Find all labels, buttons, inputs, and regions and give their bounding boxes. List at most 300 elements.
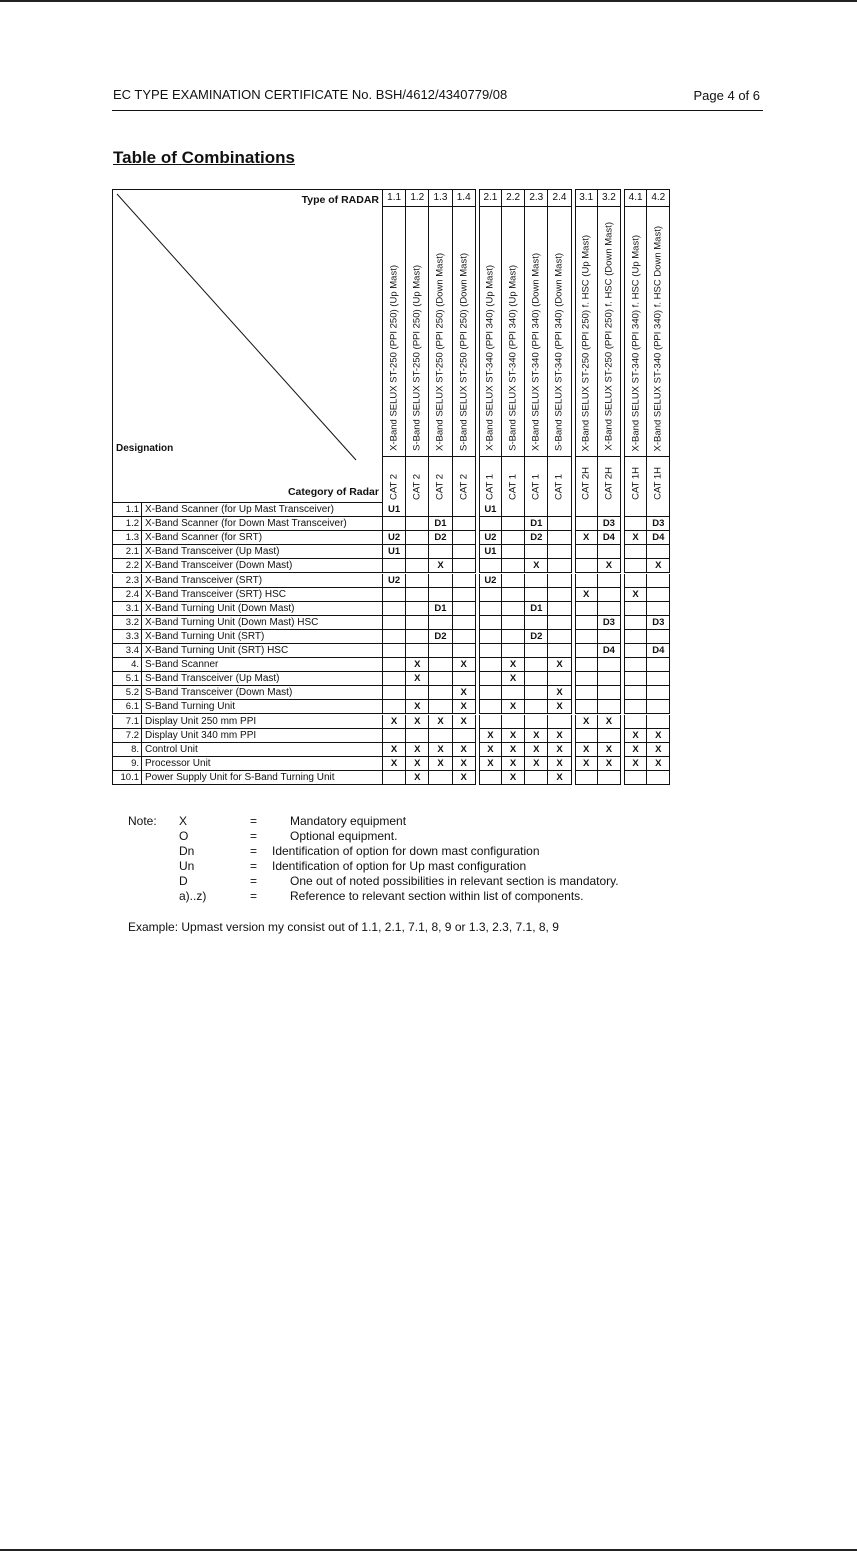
- table-cell: X: [647, 743, 670, 757]
- column-category: CAT 1: [484, 473, 496, 500]
- table-corner-cell: [112, 189, 383, 503]
- table-cell: [624, 715, 647, 729]
- table-cell: [548, 574, 571, 588]
- notes-label: Note:: [128, 814, 157, 828]
- table-cell: [429, 616, 452, 630]
- table-cell: X: [406, 658, 429, 672]
- row-number: 2.4: [112, 588, 142, 602]
- row-label: X-Band Transceiver (Up Mast): [142, 545, 383, 559]
- table-cell: [647, 503, 670, 517]
- corner-diagonal: [113, 190, 382, 502]
- table-cell: [383, 559, 406, 573]
- table-cell: X: [575, 757, 598, 771]
- table-cell: X: [624, 729, 647, 743]
- category-divider: [647, 456, 669, 457]
- certificate-header: EC TYPE EXAMINATION CERTIFICATE No. BSH/4612/4340779/08: [113, 87, 508, 102]
- table-cell: [429, 700, 452, 714]
- table-cell: X: [453, 686, 476, 700]
- table-cell: [479, 715, 502, 729]
- table-cell: [525, 616, 548, 630]
- table-cell: [647, 602, 670, 616]
- table-cell: X: [502, 729, 525, 743]
- table-cell: [406, 630, 429, 644]
- table-cell: X: [548, 771, 571, 785]
- table-cell: [575, 672, 598, 686]
- row-label: X-Band Scanner (for Down Mast Transceiver): [142, 517, 383, 531]
- table-cell: D3: [647, 517, 670, 531]
- column-number: 3.2: [598, 190, 620, 207]
- column-header-1-2: [406, 189, 429, 503]
- table-cell: [598, 545, 621, 559]
- category-divider: [548, 456, 570, 457]
- table-cell: [624, 686, 647, 700]
- table-cell: [548, 616, 571, 630]
- table-cell: X: [406, 757, 429, 771]
- table-cell: [647, 574, 670, 588]
- table-cell: [383, 616, 406, 630]
- column-radar-name: S-Band SELUX ST-250 (PPI 250) (Down Mast): [458, 253, 470, 451]
- table-cell: [453, 729, 476, 743]
- table-cell: X: [548, 686, 571, 700]
- table-cell: [479, 559, 502, 573]
- table-cell: X: [598, 715, 621, 729]
- table-cell: [575, 729, 598, 743]
- column-header-4-2: [647, 189, 670, 503]
- table-cell: [383, 700, 406, 714]
- column-header-3-1: [575, 189, 598, 503]
- table-cell: [479, 771, 502, 785]
- row-number: 8.: [112, 743, 142, 757]
- table-cell: [383, 517, 406, 531]
- table-cell: [453, 574, 476, 588]
- table-cell: D4: [647, 644, 670, 658]
- table-cell: [406, 729, 429, 743]
- table-cell: [624, 517, 647, 531]
- table-cell: [575, 503, 598, 517]
- table-cell: [429, 771, 452, 785]
- table-cell: [479, 700, 502, 714]
- row-label: S-Band Scanner: [142, 658, 383, 672]
- table-cell: X: [453, 715, 476, 729]
- category-divider: [576, 456, 597, 457]
- table-cell: [548, 545, 571, 559]
- table-cell: [624, 771, 647, 785]
- table-cell: U1: [383, 503, 406, 517]
- table-cell: [624, 672, 647, 686]
- table-cell: [575, 644, 598, 658]
- column-number: 2.1: [480, 190, 501, 207]
- table-cell: [502, 531, 525, 545]
- category-divider: [429, 456, 451, 457]
- table-cell: X: [548, 729, 571, 743]
- table-cell: D3: [598, 616, 621, 630]
- note-symbol: O: [179, 829, 189, 843]
- table-cell: [502, 588, 525, 602]
- column-category: CAT 2H: [580, 467, 592, 500]
- table-cell: [647, 545, 670, 559]
- table-cell: [548, 559, 571, 573]
- table-cell: [502, 559, 525, 573]
- category-divider: [502, 456, 524, 457]
- table-cell: [479, 602, 502, 616]
- table-cell: [624, 700, 647, 714]
- table-cell: X: [575, 715, 598, 729]
- table-cell: [647, 588, 670, 602]
- designation-label: Designation: [116, 443, 174, 454]
- row-number: 2.2: [112, 559, 142, 573]
- row-number: 3.4: [112, 644, 142, 658]
- table-cell: [598, 700, 621, 714]
- table-cell: [575, 771, 598, 785]
- table-cell: X: [502, 658, 525, 672]
- table-cell: X: [624, 743, 647, 757]
- table-cell: [525, 686, 548, 700]
- table-cell: X: [598, 559, 621, 573]
- row-label: Display Unit 340 mm PPI: [142, 729, 383, 743]
- table-cell: [453, 531, 476, 545]
- category-of-radar-label: Category of Radar: [287, 486, 379, 498]
- table-cell: [598, 588, 621, 602]
- category-divider: [598, 456, 620, 457]
- table-cell: [383, 729, 406, 743]
- row-number: 4.: [112, 658, 142, 672]
- table-cell: D2: [429, 630, 452, 644]
- row-label: S-Band Transceiver (Up Mast): [142, 672, 383, 686]
- table-cell: [598, 729, 621, 743]
- note-text: Mandatory equipment: [290, 814, 407, 828]
- table-cell: [624, 503, 647, 517]
- table-cell: D1: [525, 517, 548, 531]
- column-category: CAT 2: [434, 473, 446, 500]
- row-label: S-Band Transceiver (Down Mast): [142, 686, 383, 700]
- row-number: 5.2: [112, 686, 142, 700]
- table-cell: [383, 658, 406, 672]
- column-header-2-3: [525, 189, 548, 503]
- table-cell: U1: [383, 545, 406, 559]
- table-cell: [406, 517, 429, 531]
- column-radar-name: X-Band SELUX ST-340 (PPI 340) f. HSC (Up Mast): [630, 234, 642, 451]
- row-number: 3.2: [112, 616, 142, 630]
- table-cell: [525, 715, 548, 729]
- table-cell: [502, 630, 525, 644]
- row-label: X-Band Transceiver (SRT): [142, 574, 383, 588]
- column-header-1-4: [453, 189, 476, 503]
- table-cell: [598, 658, 621, 672]
- note-equals: =: [250, 814, 258, 828]
- table-cell: [479, 644, 502, 658]
- table-cell: [575, 559, 598, 573]
- table-cell: X: [406, 771, 429, 785]
- table-cell: D1: [429, 602, 452, 616]
- column-number: 1.2: [406, 190, 428, 207]
- table-cell: [406, 503, 429, 517]
- table-cell: [647, 672, 670, 686]
- row-label: Processor Unit: [142, 757, 383, 771]
- table-cell: [525, 672, 548, 686]
- table-cell: X: [548, 658, 571, 672]
- row-number: 10.1: [112, 771, 142, 785]
- table-cell: X: [525, 559, 548, 573]
- column-header-1-3: [429, 189, 452, 503]
- table-cell: [548, 644, 571, 658]
- table-cell: [502, 616, 525, 630]
- table-cell: [624, 658, 647, 672]
- table-cell: [598, 574, 621, 588]
- table-cell: [548, 531, 571, 545]
- column-radar-name: X-Band SELUX ST-340 (PPI 340) f. HSC Down Mast): [652, 225, 664, 451]
- table-cell: [429, 588, 452, 602]
- table-cell: X: [479, 729, 502, 743]
- column-header-2-4: [548, 189, 571, 503]
- column-number: 2.4: [548, 190, 570, 207]
- table-cell: D4: [598, 644, 621, 658]
- category-divider: [480, 456, 501, 457]
- table-cell: X: [383, 715, 406, 729]
- column-header-2-1: [479, 189, 502, 503]
- example-text: Example: Upmast version my consist out of 1.1, 2.1, 7.1, 8, 9 or 1.3, 2.3, 7.1, 8, 9: [128, 920, 559, 934]
- column-radar-name: S-Band SELUX ST-340 (PPI 340) (Down Mast): [553, 253, 565, 451]
- table-cell: [575, 602, 598, 616]
- category-divider: [453, 456, 475, 457]
- table-cell: [406, 574, 429, 588]
- note-equals: =: [250, 844, 258, 858]
- table-cell: [575, 658, 598, 672]
- row-label: S-Band Turning Unit: [142, 700, 383, 714]
- column-category: CAT 1: [507, 473, 519, 500]
- table-cell: [453, 588, 476, 602]
- table-cell: [406, 602, 429, 616]
- table-cell: X: [502, 700, 525, 714]
- note-symbol: Un: [179, 859, 195, 873]
- table-cell: X: [502, 672, 525, 686]
- category-divider: [525, 456, 547, 457]
- row-number: 1.3: [112, 531, 142, 545]
- table-cell: [479, 517, 502, 531]
- table-cell: X: [406, 672, 429, 686]
- table-cell: X: [575, 743, 598, 757]
- column-radar-name: X-Band SELUX ST-340 (PPI 340) (Up Mast): [484, 265, 496, 451]
- table-cell: [479, 630, 502, 644]
- note-text: Identification of option for Up mast configuration: [272, 859, 527, 873]
- table-cell: [383, 686, 406, 700]
- page-title: Table of Combinations: [113, 148, 295, 167]
- table-cell: X: [406, 700, 429, 714]
- row-number: 2.3: [112, 574, 142, 588]
- column-header-3-2: [598, 189, 621, 503]
- table-cell: X: [575, 588, 598, 602]
- table-cell: [383, 644, 406, 658]
- note-symbol: Dn: [179, 844, 195, 858]
- table-cell: [647, 715, 670, 729]
- column-category: CAT 2: [411, 473, 423, 500]
- table-cell: D2: [429, 531, 452, 545]
- note-text: One out of noted possibilities in relevant section is mandatory.: [290, 874, 619, 888]
- table-cell: [502, 602, 525, 616]
- column-number: 4.1: [625, 190, 646, 207]
- table-cell: [453, 616, 476, 630]
- table-cell: [525, 771, 548, 785]
- table-cell: [624, 616, 647, 630]
- table-cell: X: [453, 658, 476, 672]
- table-cell: X: [525, 743, 548, 757]
- table-cell: [525, 588, 548, 602]
- table-cell: [453, 545, 476, 559]
- column-header-4-1: [624, 189, 647, 503]
- row-number: 3.1: [112, 602, 142, 616]
- row-label: Display Unit 250 mm PPI: [142, 715, 383, 729]
- note-symbol: X: [179, 814, 188, 828]
- table-cell: [406, 588, 429, 602]
- table-cell: [429, 545, 452, 559]
- table-cell: D1: [429, 517, 452, 531]
- table-cell: [624, 545, 647, 559]
- table-cell: X: [647, 559, 670, 573]
- table-cell: [502, 644, 525, 658]
- column-number: 1.4: [453, 190, 475, 207]
- row-number: 2.1: [112, 545, 142, 559]
- page-number: Page 4 of 6: [693, 88, 760, 103]
- column-header-1-1: [383, 189, 406, 503]
- table-cell: [479, 616, 502, 630]
- table-cell: [548, 630, 571, 644]
- table-cell: [479, 672, 502, 686]
- table-cell: [575, 616, 598, 630]
- column-number: 4.2: [647, 190, 669, 207]
- table-cell: [598, 686, 621, 700]
- table-cell: X: [453, 757, 476, 771]
- table-cell: [406, 644, 429, 658]
- table-cell: [548, 588, 571, 602]
- table-cell: X: [406, 743, 429, 757]
- row-label: X-Band Turning Unit (Down Mast): [142, 602, 383, 616]
- column-radar-name: X-Band SELUX ST-250 (PPI 250) f. HSC (Down Mast): [603, 222, 615, 451]
- table-cell: X: [406, 715, 429, 729]
- column-number: 2.3: [525, 190, 547, 207]
- table-cell: X: [548, 700, 571, 714]
- table-cell: X: [479, 757, 502, 771]
- table-cell: [598, 503, 621, 517]
- table-cell: [575, 517, 598, 531]
- table-cell: D2: [525, 531, 548, 545]
- table-cell: [479, 588, 502, 602]
- table-cell: [575, 574, 598, 588]
- table-cell: [525, 503, 548, 517]
- table-cell: X: [383, 757, 406, 771]
- table-cell: X: [429, 559, 452, 573]
- table-cell: [453, 644, 476, 658]
- table-cell: D1: [525, 602, 548, 616]
- table-cell: D4: [647, 531, 670, 545]
- column-number: 1.3: [429, 190, 451, 207]
- table-cell: [453, 672, 476, 686]
- table-cell: [624, 574, 647, 588]
- table-cell: X: [647, 729, 670, 743]
- row-number: 1.2: [112, 517, 142, 531]
- table-cell: [624, 602, 647, 616]
- column-category: CAT 1: [553, 473, 565, 500]
- table-cell: [598, 630, 621, 644]
- row-label: X-Band Turning Unit (Down Mast) HSC: [142, 616, 383, 630]
- table-cell: [429, 503, 452, 517]
- table-cell: [575, 700, 598, 714]
- row-number: 6.1: [112, 700, 142, 714]
- table-cell: X: [548, 743, 571, 757]
- table-cell: X: [598, 757, 621, 771]
- table-cell: X: [548, 757, 571, 771]
- note-equals: =: [250, 874, 258, 888]
- table-cell: [647, 700, 670, 714]
- table-cell: [453, 630, 476, 644]
- table-cell: [624, 644, 647, 658]
- column-category: CAT 2: [458, 473, 470, 500]
- table-cell: [406, 531, 429, 545]
- table-cell: [429, 574, 452, 588]
- column-category: CAT 2: [388, 473, 400, 500]
- table-cell: X: [624, 588, 647, 602]
- table-cell: X: [575, 531, 598, 545]
- table-cell: [383, 771, 406, 785]
- column-radar-name: X-Band SELUX ST-340 (PPI 340) (Down Mast): [530, 253, 542, 451]
- column-radar-name: X-Band SELUX ST-250 (PPI 250) (Up Mast): [388, 265, 400, 451]
- table-cell: [548, 503, 571, 517]
- table-cell: [598, 672, 621, 686]
- column-category: CAT 1H: [652, 467, 664, 500]
- column-number: 2.2: [502, 190, 524, 207]
- table-cell: D3: [647, 616, 670, 630]
- table-cell: [502, 715, 525, 729]
- table-cell: [598, 771, 621, 785]
- table-cell: [383, 630, 406, 644]
- table-cell: [548, 672, 571, 686]
- table-cell: [453, 503, 476, 517]
- table-cell: [575, 630, 598, 644]
- table-cell: X: [502, 743, 525, 757]
- column-number: 1.1: [383, 190, 405, 207]
- table-cell: [525, 574, 548, 588]
- row-label: X-Band Turning Unit (SRT): [142, 630, 383, 644]
- note-symbol: D: [179, 874, 188, 888]
- table-cell: X: [525, 729, 548, 743]
- note-text: Reference to relevant section within list of components.: [290, 889, 584, 903]
- table-cell: U2: [383, 531, 406, 545]
- note-symbol: a)..z): [179, 889, 207, 903]
- table-cell: X: [429, 715, 452, 729]
- table-cell: [647, 771, 670, 785]
- page-bottom-edge: [0, 1549, 857, 1551]
- table-cell: U2: [479, 531, 502, 545]
- table-cell: X: [453, 700, 476, 714]
- row-number: 3.3: [112, 630, 142, 644]
- table-cell: U2: [383, 574, 406, 588]
- row-label: Power Supply Unit for S-Band Turning Unit: [142, 771, 383, 785]
- table-cell: [647, 630, 670, 644]
- table-cell: [479, 658, 502, 672]
- table-cell: [548, 517, 571, 531]
- table-cell: [647, 658, 670, 672]
- category-divider: [406, 456, 428, 457]
- table-cell: D4: [598, 531, 621, 545]
- table-cell: X: [479, 743, 502, 757]
- table-cell: [647, 686, 670, 700]
- table-cell: X: [502, 771, 525, 785]
- row-number: 7.1: [112, 715, 142, 729]
- row-label: Control Unit: [142, 743, 383, 757]
- row-number: 5.1: [112, 672, 142, 686]
- row-label: X-Band Transceiver (Down Mast): [142, 559, 383, 573]
- table-cell: [502, 686, 525, 700]
- table-cell: X: [598, 743, 621, 757]
- table-cell: [575, 545, 598, 559]
